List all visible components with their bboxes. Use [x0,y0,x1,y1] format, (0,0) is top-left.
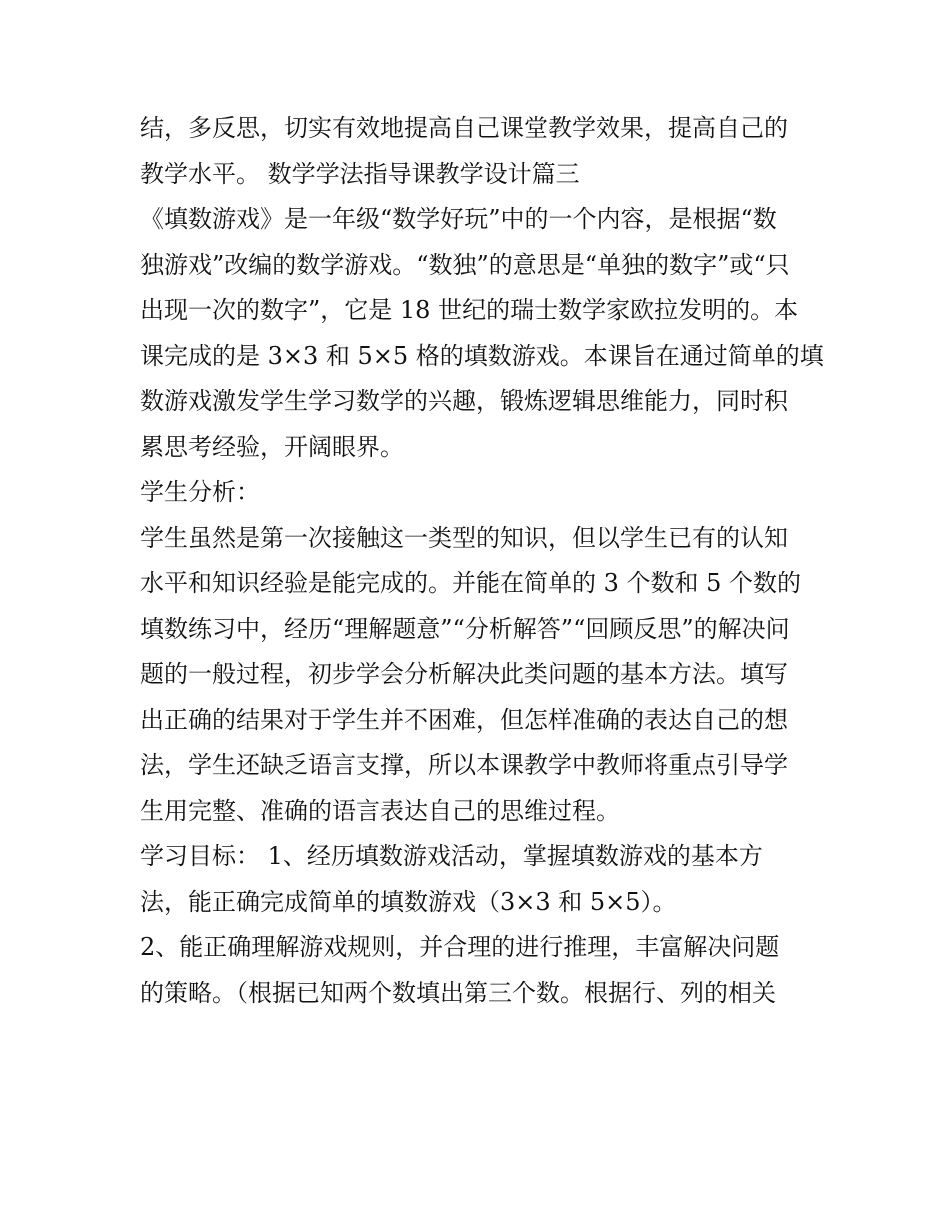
text-line: 累思考经验，开阔眼界。 [140,432,404,461]
text-line: 教学水平。 数学学法指导课教学设计篇三 [140,159,580,188]
text-line: 数游戏激发学生学习数学的兴趣，锻炼逻辑思维能力，同时积 [140,387,788,415]
text-line: 独游戏”改编的数学游戏。“数独”的意思是“单独的数字”或“只 [140,250,790,279]
text-line: 出正确的结果对于学生并不困难，但怎样准确的表达自己的想 [140,705,788,734]
text-line: 学生虽然是第一次接触这一类型的知识，但以学生已有的认知 [140,523,788,552]
text-line: 水平和知识经验是能完成的。并能在简单的 3 个数和 5 个数的 [140,569,802,597]
text-line: 出现一次的数字”，它是 18 世纪的瑞士数学家欧拉发明的。本 [140,296,799,324]
text-line: 课完成的是 3×3 和 5×5 格的填数游戏。本课旨在通过简单的填 [140,341,824,370]
document-body [140,106,824,1016]
text-line: 《填数游戏》是一年级“数学好玩”中的一个内容，是根据“数 [140,205,777,233]
text-line: 法，能正确完成简单的填数游戏（3×3 和 5×5）。 [140,887,677,916]
text-line: 的策略。（根据已知两个数填出第三个数。根据行、列的相关 [140,978,776,1007]
text-line: 法，学生还缺乏语言支撑，所以本课教学中教师将重点引导学 [140,751,788,779]
section-heading: 学生分析： [140,478,260,506]
text-line: 学习目标： 1、经历填数游戏活动，掌握填数游戏的基本方 [140,842,763,870]
text-line: 2、能正确理解游戏规则，并合理的进行推理，丰富解决问题 [140,933,780,961]
text-line: 填数练习中，经历“理解题意”“分析解答”“回顾反思”的解决问 [140,614,790,643]
text-line: 题的一般过程，初步学会分析解决此类问题的基本方法。填写 [140,660,788,688]
text-line: 生用完整、准确的语言表达自己的思维过程。 [140,796,620,825]
text-line: 结，多反思，切实有效地提高自己课堂教学效果，提高自己的 [140,114,788,142]
